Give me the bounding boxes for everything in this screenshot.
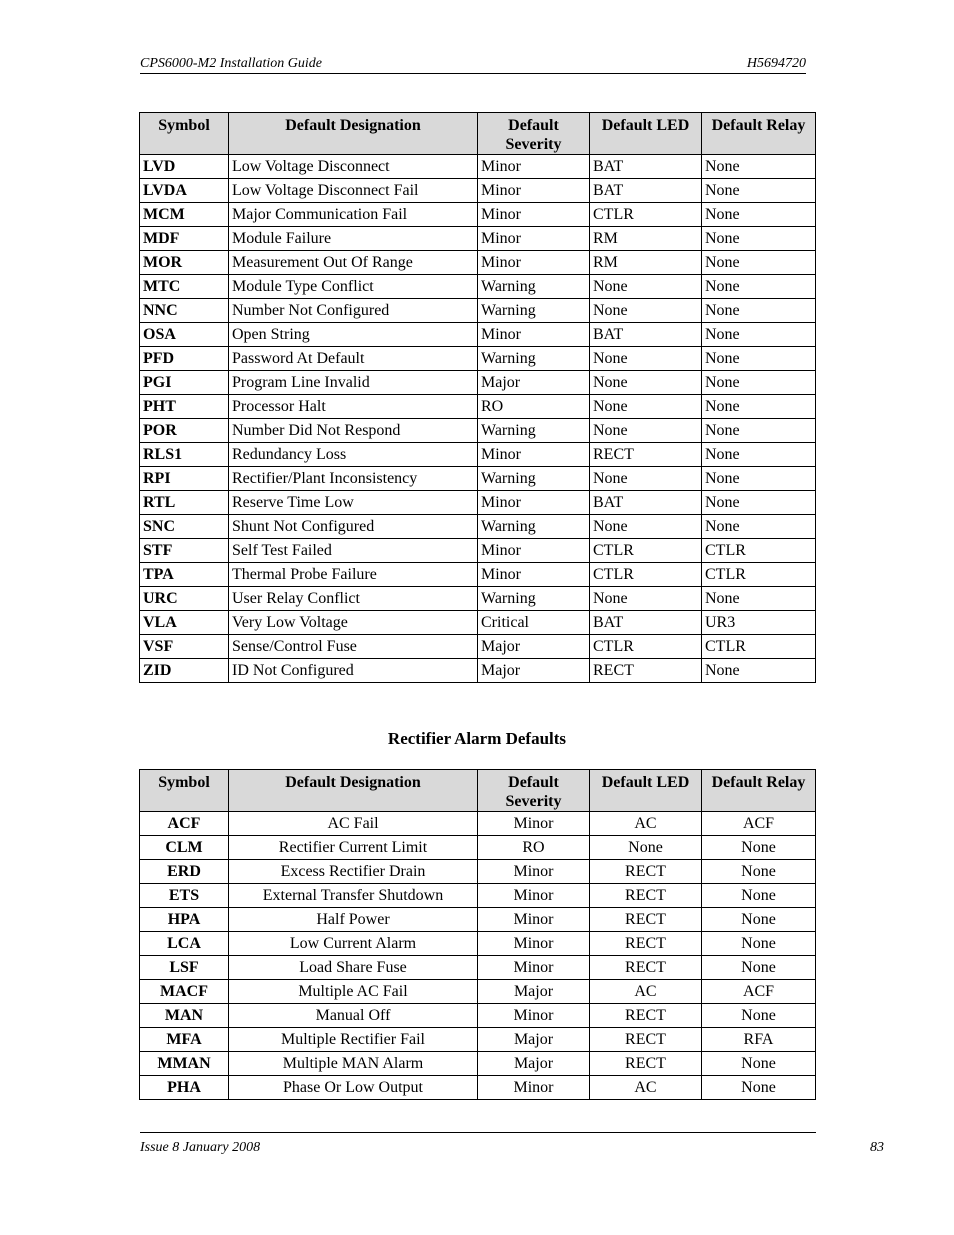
- cell-relay: None: [702, 1052, 816, 1076]
- cell-symbol: MDF: [140, 227, 229, 251]
- cell-severity: Major: [478, 371, 590, 395]
- cell-relay: None: [702, 932, 816, 956]
- table-row: [140, 1052, 816, 1076]
- table-row: [140, 155, 816, 179]
- cell-symbol: RLS1: [140, 443, 229, 467]
- cell-designation: Manual Off: [229, 1004, 478, 1028]
- cell-led: RM: [590, 251, 702, 275]
- cell-symbol: VLA: [140, 611, 229, 635]
- cell-designation: Rectifier/Plant Inconsistency: [229, 467, 478, 491]
- table-row: [140, 1004, 816, 1028]
- cell-designation: Thermal Probe Failure: [229, 563, 478, 587]
- cell-relay: None: [702, 251, 816, 275]
- cell-symbol: MFA: [140, 1028, 229, 1052]
- cell-led: AC: [590, 1076, 702, 1100]
- cell-relay: ACF: [702, 812, 816, 836]
- cell-relay: None: [702, 659, 816, 683]
- table-row: [140, 371, 816, 395]
- cell-designation: Low Voltage Disconnect Fail: [229, 179, 478, 203]
- table-row: [140, 299, 816, 323]
- cell-led: BAT: [590, 155, 702, 179]
- cell-designation: Excess Rectifier Drain: [229, 860, 478, 884]
- cell-severity: Minor: [478, 323, 590, 347]
- cell-designation: Rectifier Current Limit: [229, 836, 478, 860]
- document-title: CPS6000-M2 Installation Guide: [140, 56, 322, 71]
- cell-symbol: MMAN: [140, 1052, 229, 1076]
- cell-severity: Minor: [478, 491, 590, 515]
- cell-led: AC: [590, 812, 702, 836]
- cell-relay: None: [702, 587, 816, 611]
- column-header-led: Default LED: [590, 113, 702, 155]
- issue-date: Issue 8 January 2008: [140, 1140, 261, 1155]
- cell-symbol: SNC: [140, 515, 229, 539]
- cell-led: RECT: [590, 956, 702, 980]
- cell-designation: Module Failure: [229, 227, 478, 251]
- table-row: [140, 275, 816, 299]
- cell-symbol: ERD: [140, 860, 229, 884]
- cell-designation: Load Share Fuse: [229, 956, 478, 980]
- cell-symbol: MACF: [140, 980, 229, 1004]
- cell-led: RECT: [590, 659, 702, 683]
- table-row: [140, 1028, 816, 1052]
- column-header-relay: Default Relay: [702, 113, 816, 155]
- cell-relay: ACF: [702, 980, 816, 1004]
- cell-symbol: PHT: [140, 395, 229, 419]
- cell-designation: Multiple MAN Alarm: [229, 1052, 478, 1076]
- cell-relay: None: [702, 1076, 816, 1100]
- cell-led: RM: [590, 227, 702, 251]
- cell-designation: Module Type Conflict: [229, 275, 478, 299]
- table-row: [140, 908, 816, 932]
- cell-symbol: HPA: [140, 908, 229, 932]
- cell-designation: Shunt Not Configured: [229, 515, 478, 539]
- document-id: H5694720: [746, 56, 806, 71]
- cell-designation: Open String: [229, 323, 478, 347]
- cell-led: CTLR: [590, 563, 702, 587]
- cell-severity: Minor: [478, 539, 590, 563]
- cell-designation: Number Did Not Respond: [229, 419, 478, 443]
- cell-led: RECT: [590, 1052, 702, 1076]
- cell-relay: None: [702, 203, 816, 227]
- page-header: [140, 56, 806, 74]
- cell-severity: Warning: [478, 275, 590, 299]
- cell-designation: ID Not Configured: [229, 659, 478, 683]
- cell-severity: Warning: [478, 587, 590, 611]
- column-header-designation: Default Designation: [229, 113, 478, 155]
- cell-symbol: RPI: [140, 467, 229, 491]
- cell-severity: RO: [478, 836, 590, 860]
- cell-relay: None: [702, 491, 816, 515]
- table-header-row: [140, 113, 816, 155]
- cell-relay: None: [702, 179, 816, 203]
- column-header-severity: Default Severity: [478, 770, 590, 812]
- cell-severity: Major: [478, 980, 590, 1004]
- cell-relay: None: [702, 1004, 816, 1028]
- table-row: [140, 884, 816, 908]
- cell-symbol: LVD: [140, 155, 229, 179]
- cell-led: BAT: [590, 491, 702, 515]
- cell-severity: RO: [478, 395, 590, 419]
- cell-designation: Program Line Invalid: [229, 371, 478, 395]
- cell-led: None: [590, 515, 702, 539]
- cell-symbol: PGI: [140, 371, 229, 395]
- cell-relay: None: [702, 323, 816, 347]
- cell-symbol: ACF: [140, 812, 229, 836]
- cell-designation: Redundancy Loss: [229, 443, 478, 467]
- cell-severity: Warning: [478, 467, 590, 491]
- cell-relay: None: [702, 347, 816, 371]
- cell-relay: None: [702, 515, 816, 539]
- cell-designation: Multiple AC Fail: [229, 980, 478, 1004]
- cell-designation: AC Fail: [229, 812, 478, 836]
- cell-symbol: LVDA: [140, 179, 229, 203]
- section-title: Rectifier Alarm Defaults: [387, 729, 567, 748]
- cell-designation: User Relay Conflict: [229, 587, 478, 611]
- cell-led: None: [590, 836, 702, 860]
- cell-symbol: STF: [140, 539, 229, 563]
- cell-led: None: [590, 275, 702, 299]
- cell-led: BAT: [590, 179, 702, 203]
- cell-relay: None: [702, 467, 816, 491]
- table-row: [140, 491, 816, 515]
- cell-designation: Half Power: [229, 908, 478, 932]
- cell-relay: None: [702, 371, 816, 395]
- table-row: [140, 635, 816, 659]
- cell-symbol: VSF: [140, 635, 229, 659]
- cell-led: None: [590, 419, 702, 443]
- cell-severity: Minor: [478, 227, 590, 251]
- cell-severity: Major: [478, 1052, 590, 1076]
- cell-led: CTLR: [590, 635, 702, 659]
- table-row: [140, 860, 816, 884]
- cell-relay: UR3: [702, 611, 816, 635]
- table-row: [140, 251, 816, 275]
- cell-relay: None: [702, 227, 816, 251]
- table-row: [140, 563, 816, 587]
- cell-relay: None: [702, 956, 816, 980]
- cell-severity: Minor: [478, 1076, 590, 1100]
- cell-led: RECT: [590, 1004, 702, 1028]
- cell-symbol: LSF: [140, 956, 229, 980]
- table-row: [140, 443, 816, 467]
- cell-led: None: [590, 587, 702, 611]
- cell-severity: Minor: [478, 860, 590, 884]
- table-row: [140, 611, 816, 635]
- rectifier-alarm-defaults-table: [139, 769, 816, 1100]
- column-header-symbol: Symbol: [140, 770, 229, 812]
- cell-severity: Minor: [478, 155, 590, 179]
- column-header-symbol: Symbol: [140, 113, 229, 155]
- table-row: [140, 836, 816, 860]
- cell-designation: Very Low Voltage: [229, 611, 478, 635]
- cell-designation: External Transfer Shutdown: [229, 884, 478, 908]
- page-number: 83: [870, 1140, 884, 1155]
- cell-designation: Self Test Failed: [229, 539, 478, 563]
- table-row: [140, 1076, 816, 1100]
- cell-led: RECT: [590, 908, 702, 932]
- table-row: [140, 203, 816, 227]
- table-row: [140, 980, 816, 1004]
- column-header-severity: Default Severity: [478, 113, 590, 155]
- table-row: [140, 323, 816, 347]
- table-row: [140, 932, 816, 956]
- cell-symbol: MTC: [140, 275, 229, 299]
- table-row: [140, 419, 816, 443]
- cell-led: None: [590, 347, 702, 371]
- column-header-designation: Default Designation: [229, 770, 478, 812]
- table-row: [140, 347, 816, 371]
- table-row: [140, 515, 816, 539]
- table-row: [140, 539, 816, 563]
- cell-designation: Password At Default: [229, 347, 478, 371]
- cell-led: BAT: [590, 611, 702, 635]
- cell-symbol: LCA: [140, 932, 229, 956]
- column-header-relay: Default Relay: [702, 770, 816, 812]
- cell-severity: Minor: [478, 1004, 590, 1028]
- cell-symbol: TPA: [140, 563, 229, 587]
- cell-designation: Major Communication Fail: [229, 203, 478, 227]
- cell-severity: Major: [478, 659, 590, 683]
- cell-symbol: POR: [140, 419, 229, 443]
- cell-designation: Multiple Rectifier Fail: [229, 1028, 478, 1052]
- cell-led: CTLR: [590, 539, 702, 563]
- cell-designation: Phase Or Low Output: [229, 1076, 478, 1100]
- cell-severity: Warning: [478, 515, 590, 539]
- cell-symbol: NNC: [140, 299, 229, 323]
- cell-designation: Low Current Alarm: [229, 932, 478, 956]
- cell-severity: Critical: [478, 611, 590, 635]
- cell-led: RECT: [590, 884, 702, 908]
- table-row: [140, 227, 816, 251]
- cell-relay: None: [702, 884, 816, 908]
- table-row: [140, 587, 816, 611]
- cell-relay: None: [702, 908, 816, 932]
- cell-symbol: ETS: [140, 884, 229, 908]
- cell-led: RECT: [590, 932, 702, 956]
- cell-led: RECT: [590, 1028, 702, 1052]
- cell-severity: Minor: [478, 812, 590, 836]
- cell-relay: None: [702, 155, 816, 179]
- cell-led: AC: [590, 980, 702, 1004]
- cell-severity: Minor: [478, 563, 590, 587]
- column-header-led: Default LED: [590, 770, 702, 812]
- cell-relay: None: [702, 443, 816, 467]
- cell-relay: None: [702, 299, 816, 323]
- cell-severity: Warning: [478, 299, 590, 323]
- cell-designation: Sense/Control Fuse: [229, 635, 478, 659]
- cell-severity: Minor: [478, 179, 590, 203]
- cell-symbol: MCM: [140, 203, 229, 227]
- cell-designation: Number Not Configured: [229, 299, 478, 323]
- cell-severity: Warning: [478, 419, 590, 443]
- alarm-defaults-table: [139, 112, 816, 683]
- cell-relay: None: [702, 395, 816, 419]
- cell-symbol: MAN: [140, 1004, 229, 1028]
- cell-led: None: [590, 467, 702, 491]
- table-row: [140, 395, 816, 419]
- cell-severity: Minor: [478, 956, 590, 980]
- cell-severity: Minor: [478, 203, 590, 227]
- cell-symbol: PFD: [140, 347, 229, 371]
- page-footer: [140, 1132, 884, 1157]
- cell-led: RECT: [590, 443, 702, 467]
- cell-designation: Low Voltage Disconnect: [229, 155, 478, 179]
- cell-severity: Major: [478, 635, 590, 659]
- cell-led: None: [590, 299, 702, 323]
- cell-symbol: OSA: [140, 323, 229, 347]
- cell-severity: Minor: [478, 908, 590, 932]
- cell-relay: RFA: [702, 1028, 816, 1052]
- cell-led: None: [590, 371, 702, 395]
- cell-relay: None: [702, 275, 816, 299]
- cell-severity: Minor: [478, 932, 590, 956]
- cell-severity: Minor: [478, 884, 590, 908]
- cell-symbol: MOR: [140, 251, 229, 275]
- cell-severity: Minor: [478, 443, 590, 467]
- cell-relay: None: [702, 419, 816, 443]
- cell-led: CTLR: [590, 203, 702, 227]
- table-row: [140, 956, 816, 980]
- cell-symbol: RTL: [140, 491, 229, 515]
- cell-relay: CTLR: [702, 635, 816, 659]
- cell-led: RECT: [590, 860, 702, 884]
- cell-severity: Warning: [478, 347, 590, 371]
- cell-relay: None: [702, 836, 816, 860]
- cell-symbol: CLM: [140, 836, 229, 860]
- cell-symbol: PHA: [140, 1076, 229, 1100]
- table-row: [140, 467, 816, 491]
- cell-symbol: ZID: [140, 659, 229, 683]
- cell-severity: Major: [478, 1028, 590, 1052]
- table-row: [140, 179, 816, 203]
- cell-led: BAT: [590, 323, 702, 347]
- cell-designation: Measurement Out Of Range: [229, 251, 478, 275]
- table-header-row: [140, 770, 816, 812]
- cell-relay: CTLR: [702, 563, 816, 587]
- cell-relay: CTLR: [702, 539, 816, 563]
- cell-severity: Minor: [478, 251, 590, 275]
- cell-designation: Processor Halt: [229, 395, 478, 419]
- cell-relay: None: [702, 860, 816, 884]
- table-row: [140, 659, 816, 683]
- cell-symbol: URC: [140, 587, 229, 611]
- cell-designation: Reserve Time Low: [229, 491, 478, 515]
- table-row: [140, 812, 816, 836]
- cell-led: None: [590, 395, 702, 419]
